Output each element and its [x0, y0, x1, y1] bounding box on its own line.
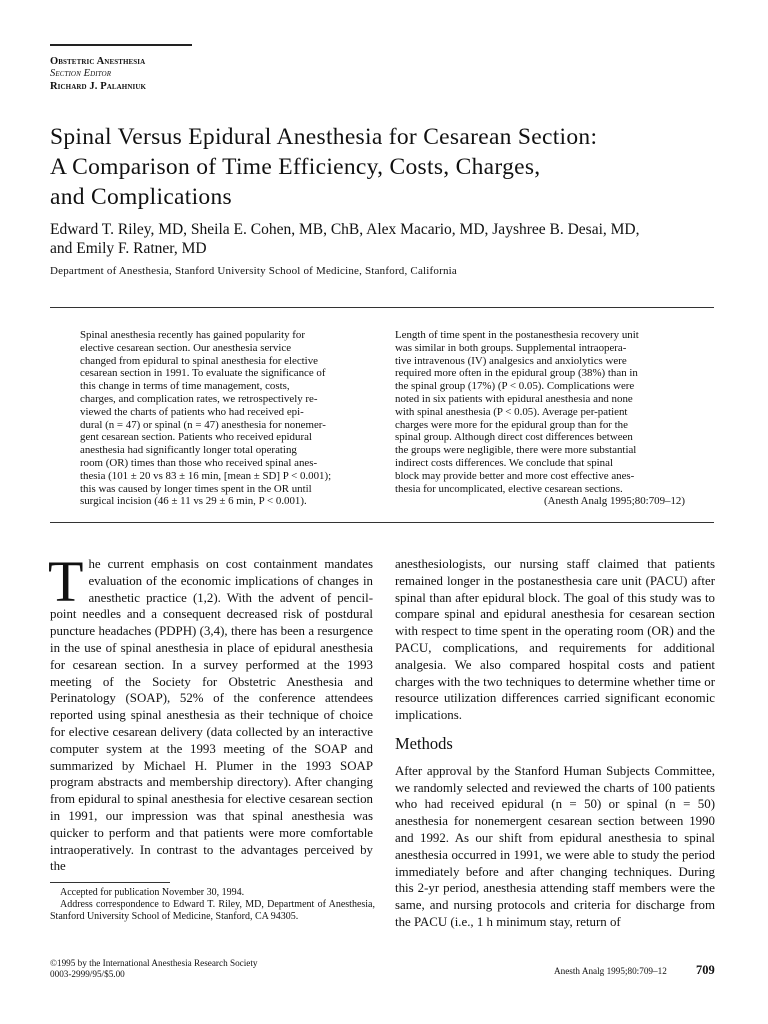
abstract-line: viewed the charts of patients who had received epi- [80, 405, 304, 418]
author-line: and Emily F. Ratner, MD [50, 240, 207, 257]
abstract-line: was similar in both groups. Supplemental intraopera- [395, 341, 627, 354]
abstract-line: with spinal anesthesia (P < 0.05). Average per-patient [395, 405, 628, 418]
page-number: 709 [696, 963, 715, 977]
article-title-line: Spinal Versus Epidural Anesthesia for Cesarean Section: [50, 124, 598, 150]
abstract-line: this was caused by longer times spent in the OR until [80, 482, 312, 495]
abstract-line: Spinal anesthesia recently has gained popularity for [80, 329, 306, 341]
abstract-line: thesia (101 ± 20 vs 83 ± 16 min, [mean ± SD] P < 0.001); [80, 469, 332, 482]
abstract-top-rule [50, 307, 714, 308]
journal-reference: Anesth Analg 1995;80:709–12 [554, 966, 667, 976]
abstract-line: tive intravenous (IV) analgesics and anxiolytics were [395, 354, 627, 367]
title-block [50, 122, 730, 277]
drop-cap: T [48, 549, 84, 614]
section-header [50, 44, 192, 93]
abstract-line: anesthesia had significantly longer total operating [80, 444, 297, 457]
methods-paragraph: After approval by the Stanford Human Subjects Committee, we randomly selected and reviewed the charts of 100 patients who had received epidural (n = 50) or spinal (n = 50) anesthesia for nonemergent cesarean section between 1990 and 1992. As our shift from epidural anesthesia to spinal anesthesia occurred in 1991, we were able to study the period immediately before and after changing techniques. During this 2-yr period, anesthesia attending staff members were the same, and nursing protocols and criteria for discharge from the PACU (i.e., 1 h minimum stay, return of [395, 763, 715, 929]
abstract-line: indirect costs differences. We conclude that spinal [395, 456, 613, 469]
article-title-line: A Comparison of Time Efficiency, Costs, Charges, [50, 154, 541, 180]
affiliation: Department of Anesthesia, Stanford University School of Medicine, Stanford, California [50, 265, 458, 277]
section-editor-role: Section Editor [50, 68, 112, 79]
abstract-line: block may provide better and more cost effective anes- [395, 469, 635, 482]
author-list [50, 220, 730, 258]
abstract-right-column [395, 329, 685, 508]
abstract-citation: (Anesth Analg 1995;80:709–12) [544, 495, 685, 508]
copyright-block [50, 958, 375, 980]
footnotes [50, 887, 375, 923]
accepted-note: Accepted for publication November 30, 1994. [60, 887, 245, 898]
abstract-line: required more often in the epidural group (38%) than in [395, 367, 638, 380]
abstract-line: the spinal group (17%) (P < 0.05). Complications were [395, 380, 635, 393]
abstract-line: charges were more for the epidural group than for the [395, 418, 628, 431]
body-right-column [395, 556, 715, 931]
abstract-line: spinal group. Although direct cost differences between [395, 431, 633, 444]
issn-line: 0003-2999/95/$5.00 [50, 969, 125, 979]
abstract-line: surgical incision (46 ± 11 vs 29 ± 6 min, P < 0.001). [80, 495, 307, 508]
body-left-column [48, 549, 373, 875]
abstract-line: elective cesarean section. Our anesthesia service [80, 341, 292, 354]
abstract-line: the groups were negligible, there were more substantial [395, 444, 637, 457]
abstract-line: gent cesarean section. Patients who received epidural [80, 431, 312, 444]
author-line: Edward T. Riley, MD, Sheila E. Cohen, MB, ChB, Alex Macario, MD, Jayshree B. Desai, MD, [50, 221, 640, 238]
abstract-line: thesia for uncomplicated, elective cesarean sections. [395, 482, 623, 495]
correspondence-note: Address correspondence to Edward T. Riley, MD, Department of Anesthesia, Stanford University School of Medicine, Stanford, CA 94305. [50, 899, 375, 922]
intro-text: he current emphasis on cost containment mandates evaluation of the economic implications of changes in anesthetic practice (1,2). With the advent of pencil-point needles and a consequent decreased risk of postdural puncture headaches (PDPH) (3,4), there has been a resurgence in the use of spinal anesthesia in place of epidural anesthesia for cesarean section. In a survey performed at the 1993 meeting of the Society for Obstetric Anesthesia and Perinatology (SOAP), 52% of the conference attendees reported using spinal anesthesia as their technique of choice for elective cesarean delivery (data collected by an interactive computer system at the 1993 meeting of the SOAP and summarized by Michael H. Plumer in the 1993 SOAP program abstracts and membership directory). After changing from epidural to spinal anesthesia for elective cesarean section in 1991, our impression was that spinal anesthesia was quicker to perform and that patients were more comfortable intraoperatively. In contrast to the advantages perceived by the [50, 557, 373, 874]
copyright-line: ©1995 by the International Anesthesia Research Society [50, 958, 258, 968]
abstract-line: charges, and complication rates, we retrospectively re- [80, 392, 318, 405]
article-title-line: and Complications [50, 184, 232, 210]
abstract-line: cesarean section in 1991. To evaluate the significance of [80, 367, 326, 380]
abstract-line: Length of time spent in the postanesthesia recovery unit [395, 329, 639, 341]
continuation-paragraph: anesthesiologists, our nursing staff claimed that patients remained longer in the postanesthesia care unit (PACU) after spinal than after epidural block. The goal of this study was to compare spinal and epidural anesthesia for cesarean section with respect to time spent in the operating room (OR) and the PACU, complications, and requirements for additional analgesia. We also compared hospital costs and patient charges with the two techniques to determine whether time or resource utilization differences carried significant economic implications. [395, 557, 715, 723]
footnote-rule [50, 882, 170, 883]
abstract-left-column [80, 329, 370, 508]
abstract-line: room (OR) times than those who received spinal anes- [80, 456, 318, 469]
section-department: Obstetric Anesthesia [50, 55, 146, 67]
intro-paragraph [48, 549, 373, 875]
section-editor-name: Richard J. Palahniuk [50, 80, 147, 92]
abstract-line: this change in terms of time management, costs, [80, 380, 290, 393]
abstract-line: changed from epidural to spinal anesthesia for elective [80, 354, 318, 367]
abstract-line: noted in six patients with epidural anesthesia and none [395, 392, 633, 405]
methods-heading: Methods [395, 733, 453, 753]
abstract-line: dural (n = 47) or spinal (n = 47) anesthesia for nonemer- [80, 418, 326, 431]
abstract-bottom-rule [50, 522, 714, 523]
